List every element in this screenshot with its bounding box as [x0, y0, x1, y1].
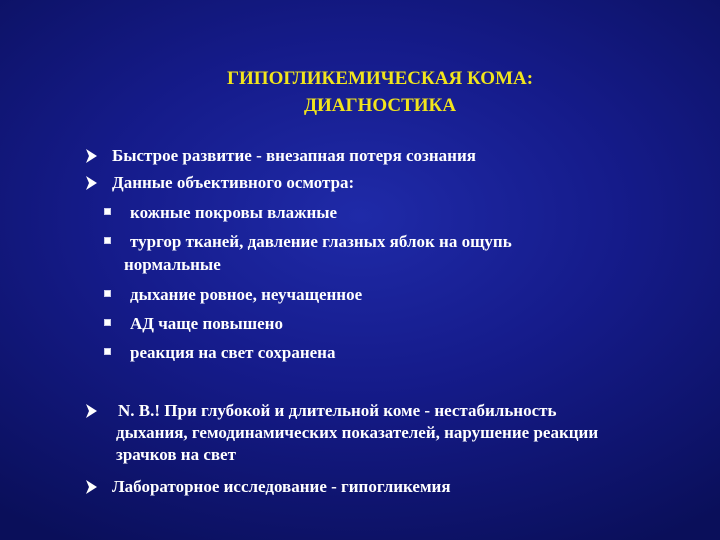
sub-list-item-text	[130, 201, 664, 224]
sub-list-item-text	[130, 341, 664, 364]
sub-list-item-text	[130, 283, 664, 306]
list-item-text: Быстрое развитие - внезапная потеря сознания	[112, 146, 476, 165]
list-item	[84, 476, 704, 498]
square-bullet-icon	[104, 237, 111, 244]
title-line-1: ГИПОГЛИКЕМИЧЕСКАЯ КОМА:	[226, 68, 534, 89]
sub-list-line: реакция на свет сохранена	[130, 343, 336, 362]
note-line: дыхания, гемодинамических показателей, нарушение реакции	[116, 423, 599, 442]
sub-list-item-text	[130, 312, 664, 335]
sub-list-item	[104, 283, 664, 306]
square-bullet-icon	[104, 348, 111, 355]
square-bullet-icon	[104, 208, 111, 215]
note-text	[118, 400, 704, 466]
square-bullet-icon	[104, 290, 111, 297]
note-line: зрачков на свет	[116, 445, 236, 464]
list-item	[84, 172, 704, 194]
sub-list-line: нормальные	[124, 255, 221, 274]
sub-list-line: тургор тканей, давление глазных яблок на ощупь	[130, 232, 512, 251]
list-item-text: Данные объективного осмотра:	[112, 173, 355, 192]
title-line-2: ДИАГНОСТИКА	[303, 95, 457, 116]
arrowhead-bullet-icon	[84, 172, 98, 194]
sub-list-line: АД чаще повышено	[130, 314, 283, 333]
sub-list-item	[104, 312, 664, 335]
square-bullet-icon	[104, 319, 111, 326]
sub-list-item-text	[124, 230, 664, 276]
list-item-note	[84, 400, 704, 466]
list-item-text: Лабораторное исследование - гипогликемия	[112, 477, 451, 496]
sub-list-item	[104, 201, 664, 224]
sub-list-line: дыхание ровное, неучащенное	[130, 285, 363, 304]
sub-list-item	[104, 341, 664, 364]
arrowhead-bullet-icon	[84, 145, 98, 167]
sub-list-item	[104, 230, 664, 276]
note-line: N. B.! При глубокой и длительной коме - нестабильность	[118, 401, 557, 420]
arrowhead-bullet-icon	[84, 400, 98, 422]
sub-list-line: кожные покровы влажные	[130, 203, 338, 222]
arrowhead-bullet-icon	[84, 476, 98, 498]
list-item	[84, 145, 704, 167]
